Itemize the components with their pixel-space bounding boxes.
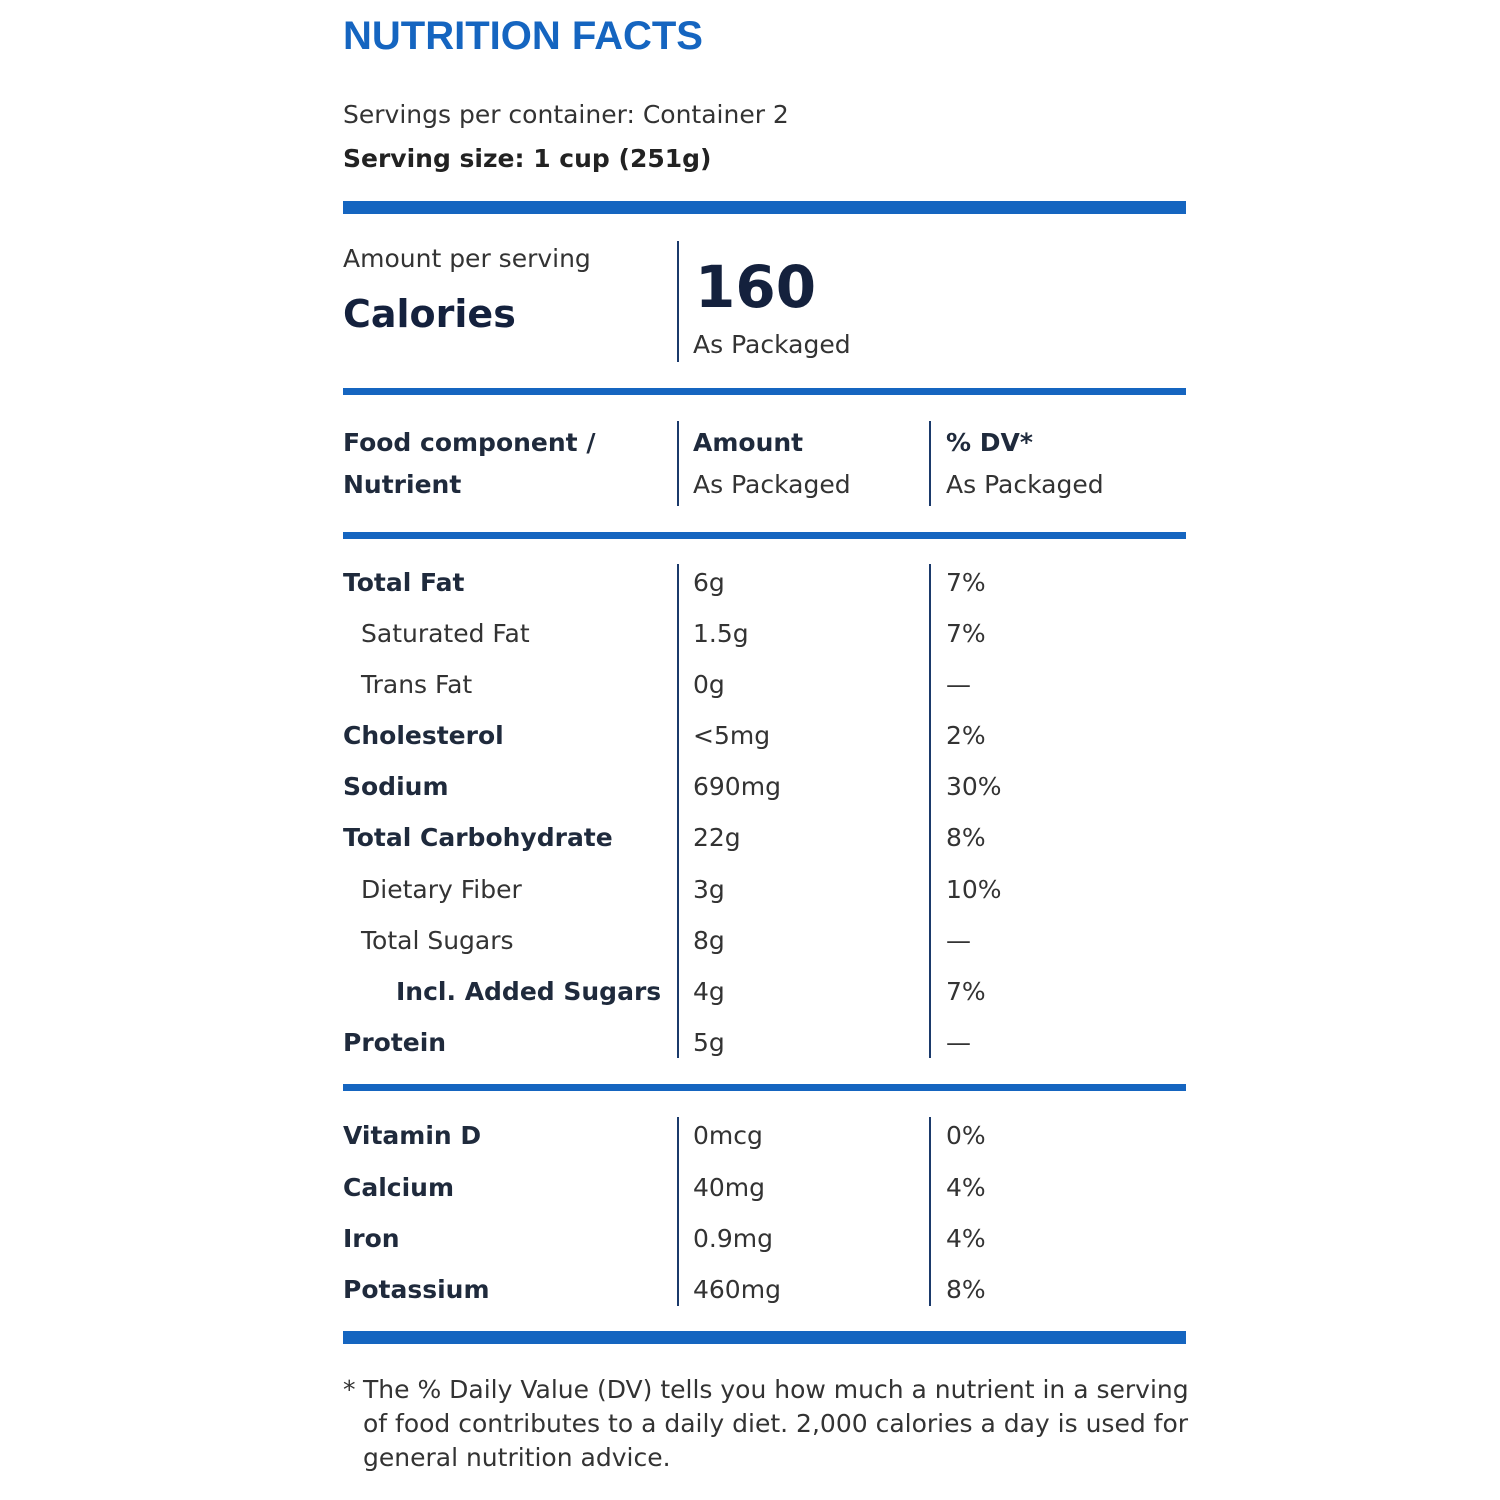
column-divider (677, 241, 679, 362)
header-col2-line2: As Packaged (693, 470, 851, 499)
nutrient-name: Total Fat (343, 568, 465, 597)
nutrient-name: Sodium (343, 772, 449, 801)
header-col2-line1: Amount (693, 428, 804, 457)
header-col1-line2: Nutrient (343, 470, 462, 499)
vitamin-name: Vitamin D (343, 1121, 482, 1150)
divider-bottom (343, 1331, 1186, 1344)
column-divider (677, 421, 679, 506)
divider-top (343, 201, 1186, 214)
nutrient-name: Cholesterol (343, 721, 504, 750)
nutrient-name: Protein (343, 1028, 447, 1057)
nutrient-dv: — (946, 1028, 971, 1057)
vitamin-amount: 0.9mg (693, 1224, 773, 1253)
divider-header (343, 532, 1186, 539)
nutrient-dv: 7% (946, 619, 986, 648)
nutrient-dv: 7% (946, 568, 986, 597)
calories-label: Calories (343, 292, 516, 336)
nutrient-row-trans-fat (343, 670, 1186, 710)
vitamin-name: Calcium (343, 1173, 455, 1202)
nutrient-amount: 3g (693, 875, 725, 904)
serving-size: Serving size: 1 cup (251g) (343, 144, 712, 173)
header-col3-line2: As Packaged (946, 470, 1104, 499)
nutrient-row-total-sugars (343, 926, 1186, 966)
nutrient-row-added-sugars (343, 977, 1186, 1017)
servings-per-container: Servings per container: Container 2 (343, 100, 789, 129)
vitamin-dv: 8% (946, 1275, 986, 1304)
header-col1-line1: Food component / (343, 428, 596, 457)
nutrient-dv: 8% (946, 823, 986, 852)
nutrient-name: Dietary Fiber (361, 875, 522, 904)
vitamin-name: Iron (343, 1224, 400, 1253)
vitamin-name: Potassium (343, 1275, 490, 1304)
divider-calories (343, 388, 1186, 395)
nutrient-row-saturated-fat (343, 619, 1186, 659)
nutrient-row-protein (343, 1028, 1186, 1068)
nutrient-name: Saturated Fat (361, 619, 530, 648)
nutrient-dv: 10% (946, 875, 1002, 904)
calories-value: 160 (695, 253, 817, 321)
vitamin-dv: 4% (946, 1173, 986, 1202)
nutrient-dv: 2% (946, 721, 986, 750)
vitamin-row-vitamin-d (343, 1121, 1186, 1161)
nutrient-amount: 4g (693, 977, 725, 1006)
vitamin-row-calcium (343, 1173, 1186, 1213)
vitamin-row-iron (343, 1224, 1186, 1264)
nutrient-amount: 8g (693, 926, 725, 955)
calories-note: As Packaged (693, 330, 851, 359)
nutrient-name: Incl. Added Sugars (396, 977, 662, 1006)
nutrient-amount: <5mg (693, 721, 771, 750)
nutrient-amount: 1.5g (693, 619, 749, 648)
amount-per-serving-label: Amount per serving (343, 244, 591, 273)
vitamin-dv: 4% (946, 1224, 986, 1253)
vitamin-amount: 40mg (693, 1173, 766, 1202)
vitamin-dv: 0% (946, 1121, 986, 1150)
nutrient-amount: 5g (693, 1028, 725, 1057)
nutrient-row-cholesterol (343, 721, 1186, 761)
nutrient-name: Total Sugars (361, 926, 514, 955)
header-col3-line1: % DV* (946, 428, 1033, 457)
nutrient-amount: 690mg (693, 772, 781, 801)
nutrient-amount: 6g (693, 568, 725, 597)
nutrient-amount: 22g (693, 823, 741, 852)
nutrient-name: Trans Fat (361, 670, 473, 699)
nutrient-name: Total Carbohydrate (343, 823, 613, 852)
nutrient-dv: — (946, 926, 971, 955)
divider-nutrients (343, 1084, 1186, 1091)
footnote-text: The % Daily Value (DV) tells you how much a nutrient in a serving of food contributes to a daily diet. 2,000 calories a day is used for general nutrition advice. (363, 1375, 1189, 1472)
nutrient-dv: 7% (946, 977, 986, 1006)
nutrient-row-sodium (343, 772, 1186, 812)
nutrient-row-total-carbohydrate (343, 823, 1186, 863)
nutrient-dv: 30% (946, 772, 1002, 801)
column-divider (929, 421, 931, 506)
nutrient-row-dietary-fiber (343, 875, 1186, 915)
nutrient-dv: — (946, 670, 971, 699)
page-title: NUTRITION FACTS (343, 14, 703, 58)
vitamin-amount: 0mcg (693, 1121, 763, 1150)
vitamin-amount: 460mg (693, 1275, 781, 1304)
nutrient-amount: 0g (693, 670, 725, 699)
nutrient-row-total-fat (343, 568, 1186, 608)
vitamin-row-potassium (343, 1275, 1186, 1315)
footnote-asterisk: * (343, 1375, 356, 1404)
